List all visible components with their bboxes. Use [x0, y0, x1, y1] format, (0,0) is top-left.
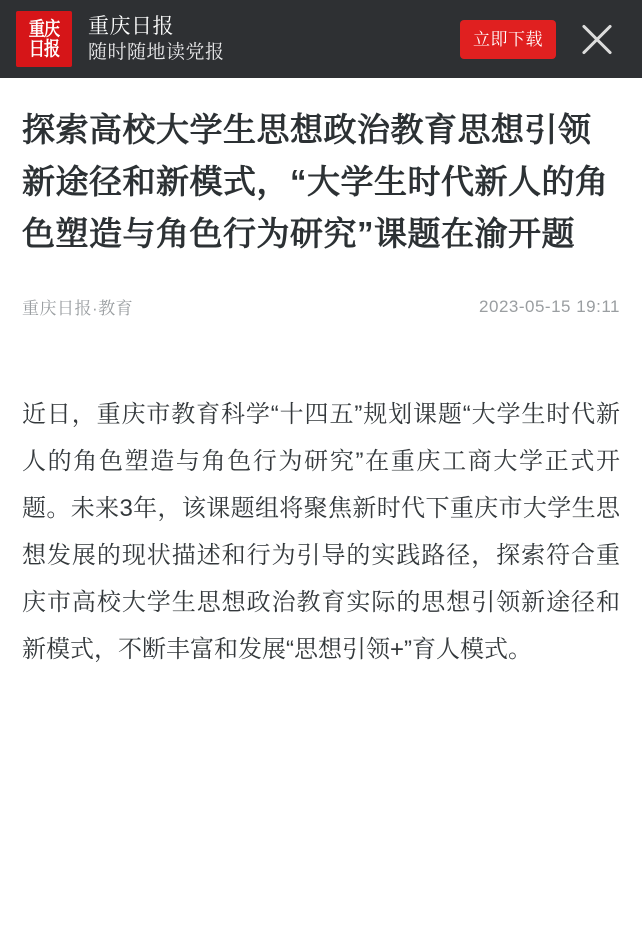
close-icon[interactable]: [568, 10, 626, 68]
app-header: [0, 0, 642, 78]
article-container: [0, 78, 642, 673]
chongqing-daily-logo: [16, 11, 72, 67]
app-subtitle: 随时随地读党报: [88, 41, 225, 63]
article-headline: 探索高校大学生思想政治教育思想引领新途径和新模式，“大学生时代新人的角色塑造与角色行为研究”课题在渝开题: [22, 111, 609, 252]
logo-text-line2: 日报: [28, 38, 60, 60]
article-timestamp: 2023-05-15 19:11: [479, 296, 620, 316]
app-title: 重庆日报: [88, 14, 174, 38]
download-button[interactable]: 立即下载: [460, 20, 556, 59]
brand-block: [88, 13, 460, 66]
article-meta: [22, 294, 620, 319]
logo-text: [29, 19, 60, 59]
logo-text-line1: 重庆: [28, 18, 60, 40]
article-source: 重庆日报·教育: [22, 299, 134, 318]
article-body: 近日，重庆市教育科学“十四五”规划课题“大学生时代新人的角色塑造与角色行为研究”在重庆工商大学正式开题。未来3年，该课题组将聚焦新时代下重庆市大学生思想发展的现状描述和行为引导的实践路径，探索符合重庆市高校大学生思想政治教育实际的思想引领新途径和新模式，不断丰富和发展“思想引领+”育人模式。: [22, 401, 620, 663]
